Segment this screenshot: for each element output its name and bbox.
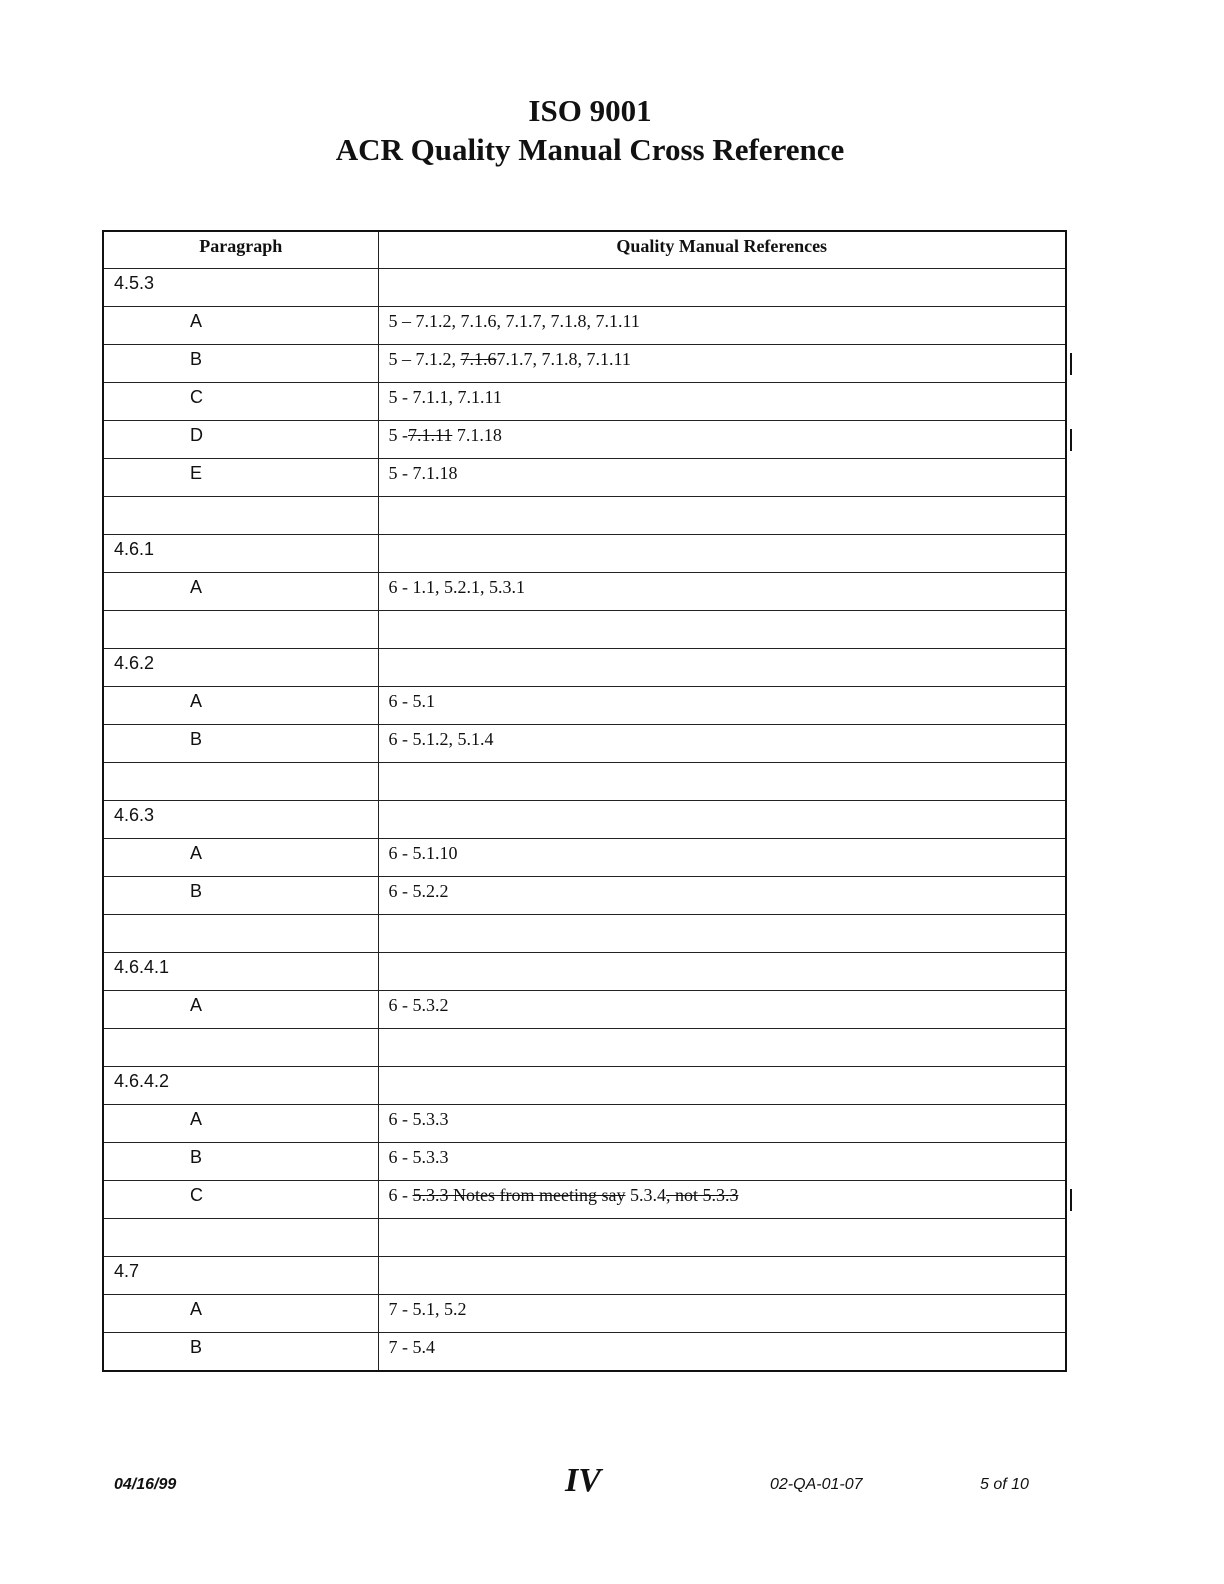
sub-item-label: C bbox=[103, 383, 378, 421]
sub-item-label: B bbox=[103, 345, 378, 383]
quality-manual-reference: 5 – 7.1.2, 7.1.6, 7.1.7, 7.1.8, 7.1.11 bbox=[378, 307, 1066, 345]
reference-text: 5.3.4 bbox=[625, 1185, 666, 1205]
quality-manual-reference bbox=[378, 763, 1066, 801]
quality-manual-reference: 7 - 5.1, 5.2 bbox=[378, 1295, 1066, 1333]
table-row bbox=[103, 1333, 1066, 1372]
sub-item-label: E bbox=[103, 459, 378, 497]
quality-manual-reference bbox=[378, 1067, 1066, 1105]
table-row bbox=[103, 1181, 1066, 1219]
paragraph-number bbox=[103, 497, 378, 535]
revision-change-bar bbox=[1070, 353, 1072, 375]
quality-manual-reference bbox=[378, 915, 1066, 953]
table-row bbox=[103, 573, 1066, 611]
column-header-paragraph: Paragraph bbox=[103, 231, 378, 269]
table-body bbox=[103, 269, 1066, 1372]
paragraph-number: 4.7 bbox=[103, 1257, 378, 1295]
table-row bbox=[103, 1105, 1066, 1143]
quality-manual-reference bbox=[378, 611, 1066, 649]
quality-manual-reference bbox=[378, 953, 1066, 991]
table-row bbox=[103, 801, 1066, 839]
paragraph-number bbox=[103, 1219, 378, 1257]
footer-page-number: 5 of 10 bbox=[980, 1476, 1029, 1493]
reference-text: 7.1.18 bbox=[452, 425, 502, 445]
sub-item-label: A bbox=[103, 307, 378, 345]
sub-item-label: A bbox=[103, 687, 378, 725]
paragraph-number bbox=[103, 611, 378, 649]
quality-manual-reference bbox=[378, 421, 1066, 459]
quality-manual-reference: 6 - 5.1 bbox=[378, 687, 1066, 725]
table-row bbox=[103, 649, 1066, 687]
table-row bbox=[103, 1143, 1066, 1181]
quality-manual-reference: 5 - 7.1.1, 7.1.11 bbox=[378, 383, 1066, 421]
document-subtitle: ACR Quality Manual Cross Reference bbox=[335, 132, 845, 167]
footer-date: 04/16/99 bbox=[114, 1476, 177, 1493]
quality-manual-reference: 6 - 5.1.10 bbox=[378, 839, 1066, 877]
sub-item-label: D bbox=[103, 421, 378, 459]
sub-item-label: B bbox=[103, 1143, 378, 1181]
quality-manual-reference: 6 - 5.3.3 bbox=[378, 1143, 1066, 1181]
table-spacer-row bbox=[103, 497, 1066, 535]
sub-item-label: A bbox=[103, 991, 378, 1029]
reference-text: 6 - bbox=[388, 1185, 413, 1205]
sub-item-label: B bbox=[103, 1333, 378, 1372]
sub-item-label: C bbox=[103, 1181, 378, 1219]
footer-revision: IV bbox=[565, 1462, 601, 1499]
table-row bbox=[103, 535, 1066, 573]
table-row bbox=[103, 383, 1066, 421]
quality-manual-reference: 6 - 5.2.2 bbox=[378, 877, 1066, 915]
cross-reference-table bbox=[102, 230, 1067, 1372]
quality-manual-reference bbox=[378, 1257, 1066, 1295]
sub-item-label: B bbox=[103, 877, 378, 915]
quality-manual-reference bbox=[378, 345, 1066, 383]
quality-manual-reference: 6 - 5.3.2 bbox=[378, 991, 1066, 1029]
quality-manual-reference bbox=[378, 1219, 1066, 1257]
quality-manual-reference: 6 - 5.1.2, 5.1.4 bbox=[378, 725, 1066, 763]
struck-text: , not 5.3.3 bbox=[665, 1185, 739, 1205]
table-row bbox=[103, 877, 1066, 915]
quality-manual-reference bbox=[378, 535, 1066, 573]
table-row bbox=[103, 269, 1066, 307]
table-spacer-row bbox=[103, 915, 1066, 953]
sub-item-label: A bbox=[103, 1105, 378, 1143]
revision-change-bar bbox=[1070, 1189, 1072, 1211]
paragraph-number bbox=[103, 1029, 378, 1067]
sub-item-label: A bbox=[103, 839, 378, 877]
struck-text: 5.3.3 Notes from meeting say bbox=[412, 1185, 626, 1205]
table-row bbox=[103, 725, 1066, 763]
table-spacer-row bbox=[103, 1029, 1066, 1067]
struck-text: 7.1.6 bbox=[460, 349, 497, 369]
quality-manual-reference bbox=[378, 649, 1066, 687]
table-row bbox=[103, 953, 1066, 991]
quality-manual-reference: 5 - 7.1.18 bbox=[378, 459, 1066, 497]
paragraph-number bbox=[103, 915, 378, 953]
revision-change-bar bbox=[1070, 429, 1072, 451]
footer-doc-number: 02-QA-01-07 bbox=[770, 1476, 863, 1493]
quality-manual-reference bbox=[378, 497, 1066, 535]
sub-item-label: B bbox=[103, 725, 378, 763]
table-row bbox=[103, 1295, 1066, 1333]
document-title: ISO 9001 bbox=[528, 93, 652, 128]
paragraph-number: 4.5.3 bbox=[103, 269, 378, 307]
paragraph-number: 4.6.4.2 bbox=[103, 1067, 378, 1105]
quality-manual-reference: 6 - 1.1, 5.2.1, 5.3.1 bbox=[378, 573, 1066, 611]
quality-manual-reference bbox=[378, 801, 1066, 839]
quality-manual-reference: 7 - 5.4 bbox=[378, 1333, 1066, 1372]
sub-item-label: A bbox=[103, 1295, 378, 1333]
quality-manual-reference: 6 - 5.3.3 bbox=[378, 1105, 1066, 1143]
quality-manual-reference bbox=[378, 1181, 1066, 1219]
table-row bbox=[103, 307, 1066, 345]
table-spacer-row bbox=[103, 763, 1066, 801]
paragraph-number: 4.6.3 bbox=[103, 801, 378, 839]
sub-item-label: A bbox=[103, 573, 378, 611]
table-row bbox=[103, 345, 1066, 383]
table-row bbox=[103, 459, 1066, 497]
reference-text: 5 – 7.1.2, bbox=[388, 349, 461, 369]
quality-manual-reference bbox=[378, 1029, 1066, 1067]
reference-text: 5 - bbox=[388, 425, 408, 445]
table-header-row bbox=[103, 231, 1066, 269]
struck-text: 7.1.11 bbox=[408, 425, 453, 445]
quality-manual-reference bbox=[378, 269, 1066, 307]
column-header-references: Quality Manual References bbox=[378, 231, 1066, 269]
table-row bbox=[103, 839, 1066, 877]
paragraph-number: 4.6.1 bbox=[103, 535, 378, 573]
table-spacer-row bbox=[103, 1219, 1066, 1257]
reference-text: 7.1.7, 7.1.8, 7.1.11 bbox=[496, 349, 631, 369]
paragraph-number bbox=[103, 763, 378, 801]
paragraph-number: 4.6.4.1 bbox=[103, 953, 378, 991]
table-row bbox=[103, 991, 1066, 1029]
table-row bbox=[103, 1067, 1066, 1105]
table-row bbox=[103, 687, 1066, 725]
paragraph-number: 4.6.2 bbox=[103, 649, 378, 687]
table-row bbox=[103, 421, 1066, 459]
table-spacer-row bbox=[103, 611, 1066, 649]
table-row bbox=[103, 1257, 1066, 1295]
